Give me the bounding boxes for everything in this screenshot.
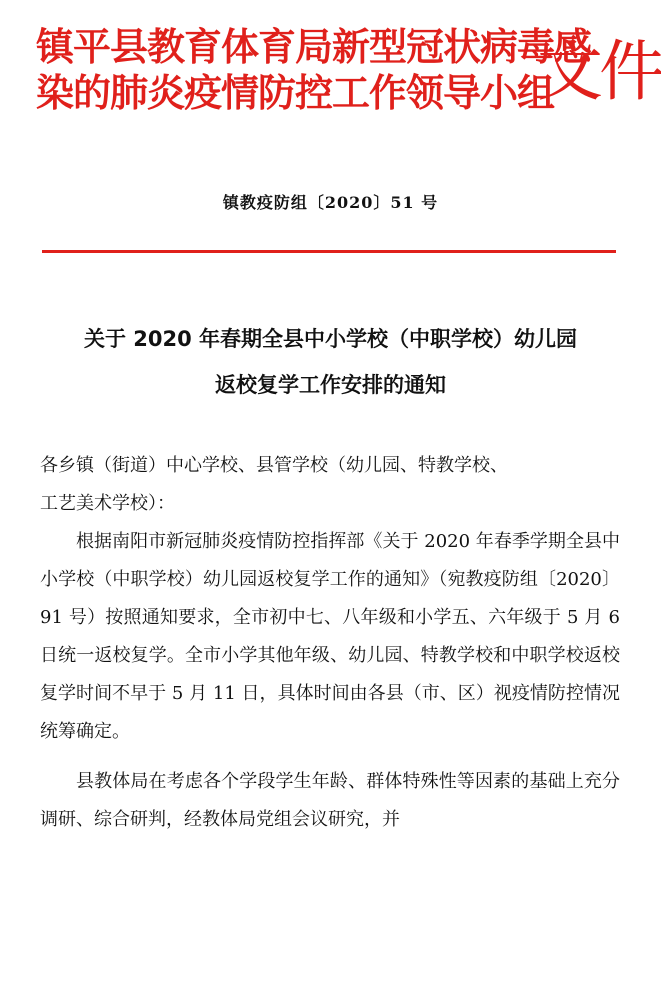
issuing-authority <box>36 24 592 116</box>
document-header <box>0 0 661 140</box>
salutation-line-1: 各乡镇（街道）中心学校、县管学校（幼儿园、特教学校、 <box>40 455 508 476</box>
issuer-line-1: 镇平县教育体育局新型冠状病毒感 <box>36 25 592 69</box>
notice-title-line-2: 返校复学工作安排的通知 <box>215 373 446 397</box>
document-type-label: 文件 <box>537 33 661 110</box>
body-paragraph-2: 县教体局在考虑各个学段学生年龄、群体特殊性等因素的基础上充分调研、综合研判，经教体局党组会议研究，并 <box>40 771 620 830</box>
red-divider-rule <box>42 250 616 253</box>
document-number: 镇教疫防组〔2020〕51 号 <box>222 193 439 212</box>
notice-title <box>0 316 661 408</box>
salutation-line-2: 工艺美术学校）： <box>40 493 175 514</box>
body-paragraph-1: 根据南阳市新冠肺炎疫情防控指挥部《关于 2020 年春季学期全县中小学校（中职学校）幼儿园返校复学工作的通知》（宛教疫防组〔2020〕91 号）按照通知要求，全市初中七、八年级和小学五、六年级于 5 月 6 日统一返校复学。全市小学其他年级、幼儿园、特教学校和中职学校返校复学时间不早于 5 月 11 日，具体时间由各县（市、区）视疫情防控情况统筹确定。 <box>40 531 620 742</box>
issuer-line-2: 染的肺炎疫情防控工作领导小组 <box>36 71 555 115</box>
notice-title-line-1: 关于 2020 年春期全县中小学校（中职学校）幼儿园 <box>83 327 578 351</box>
notice-body <box>40 447 620 839</box>
